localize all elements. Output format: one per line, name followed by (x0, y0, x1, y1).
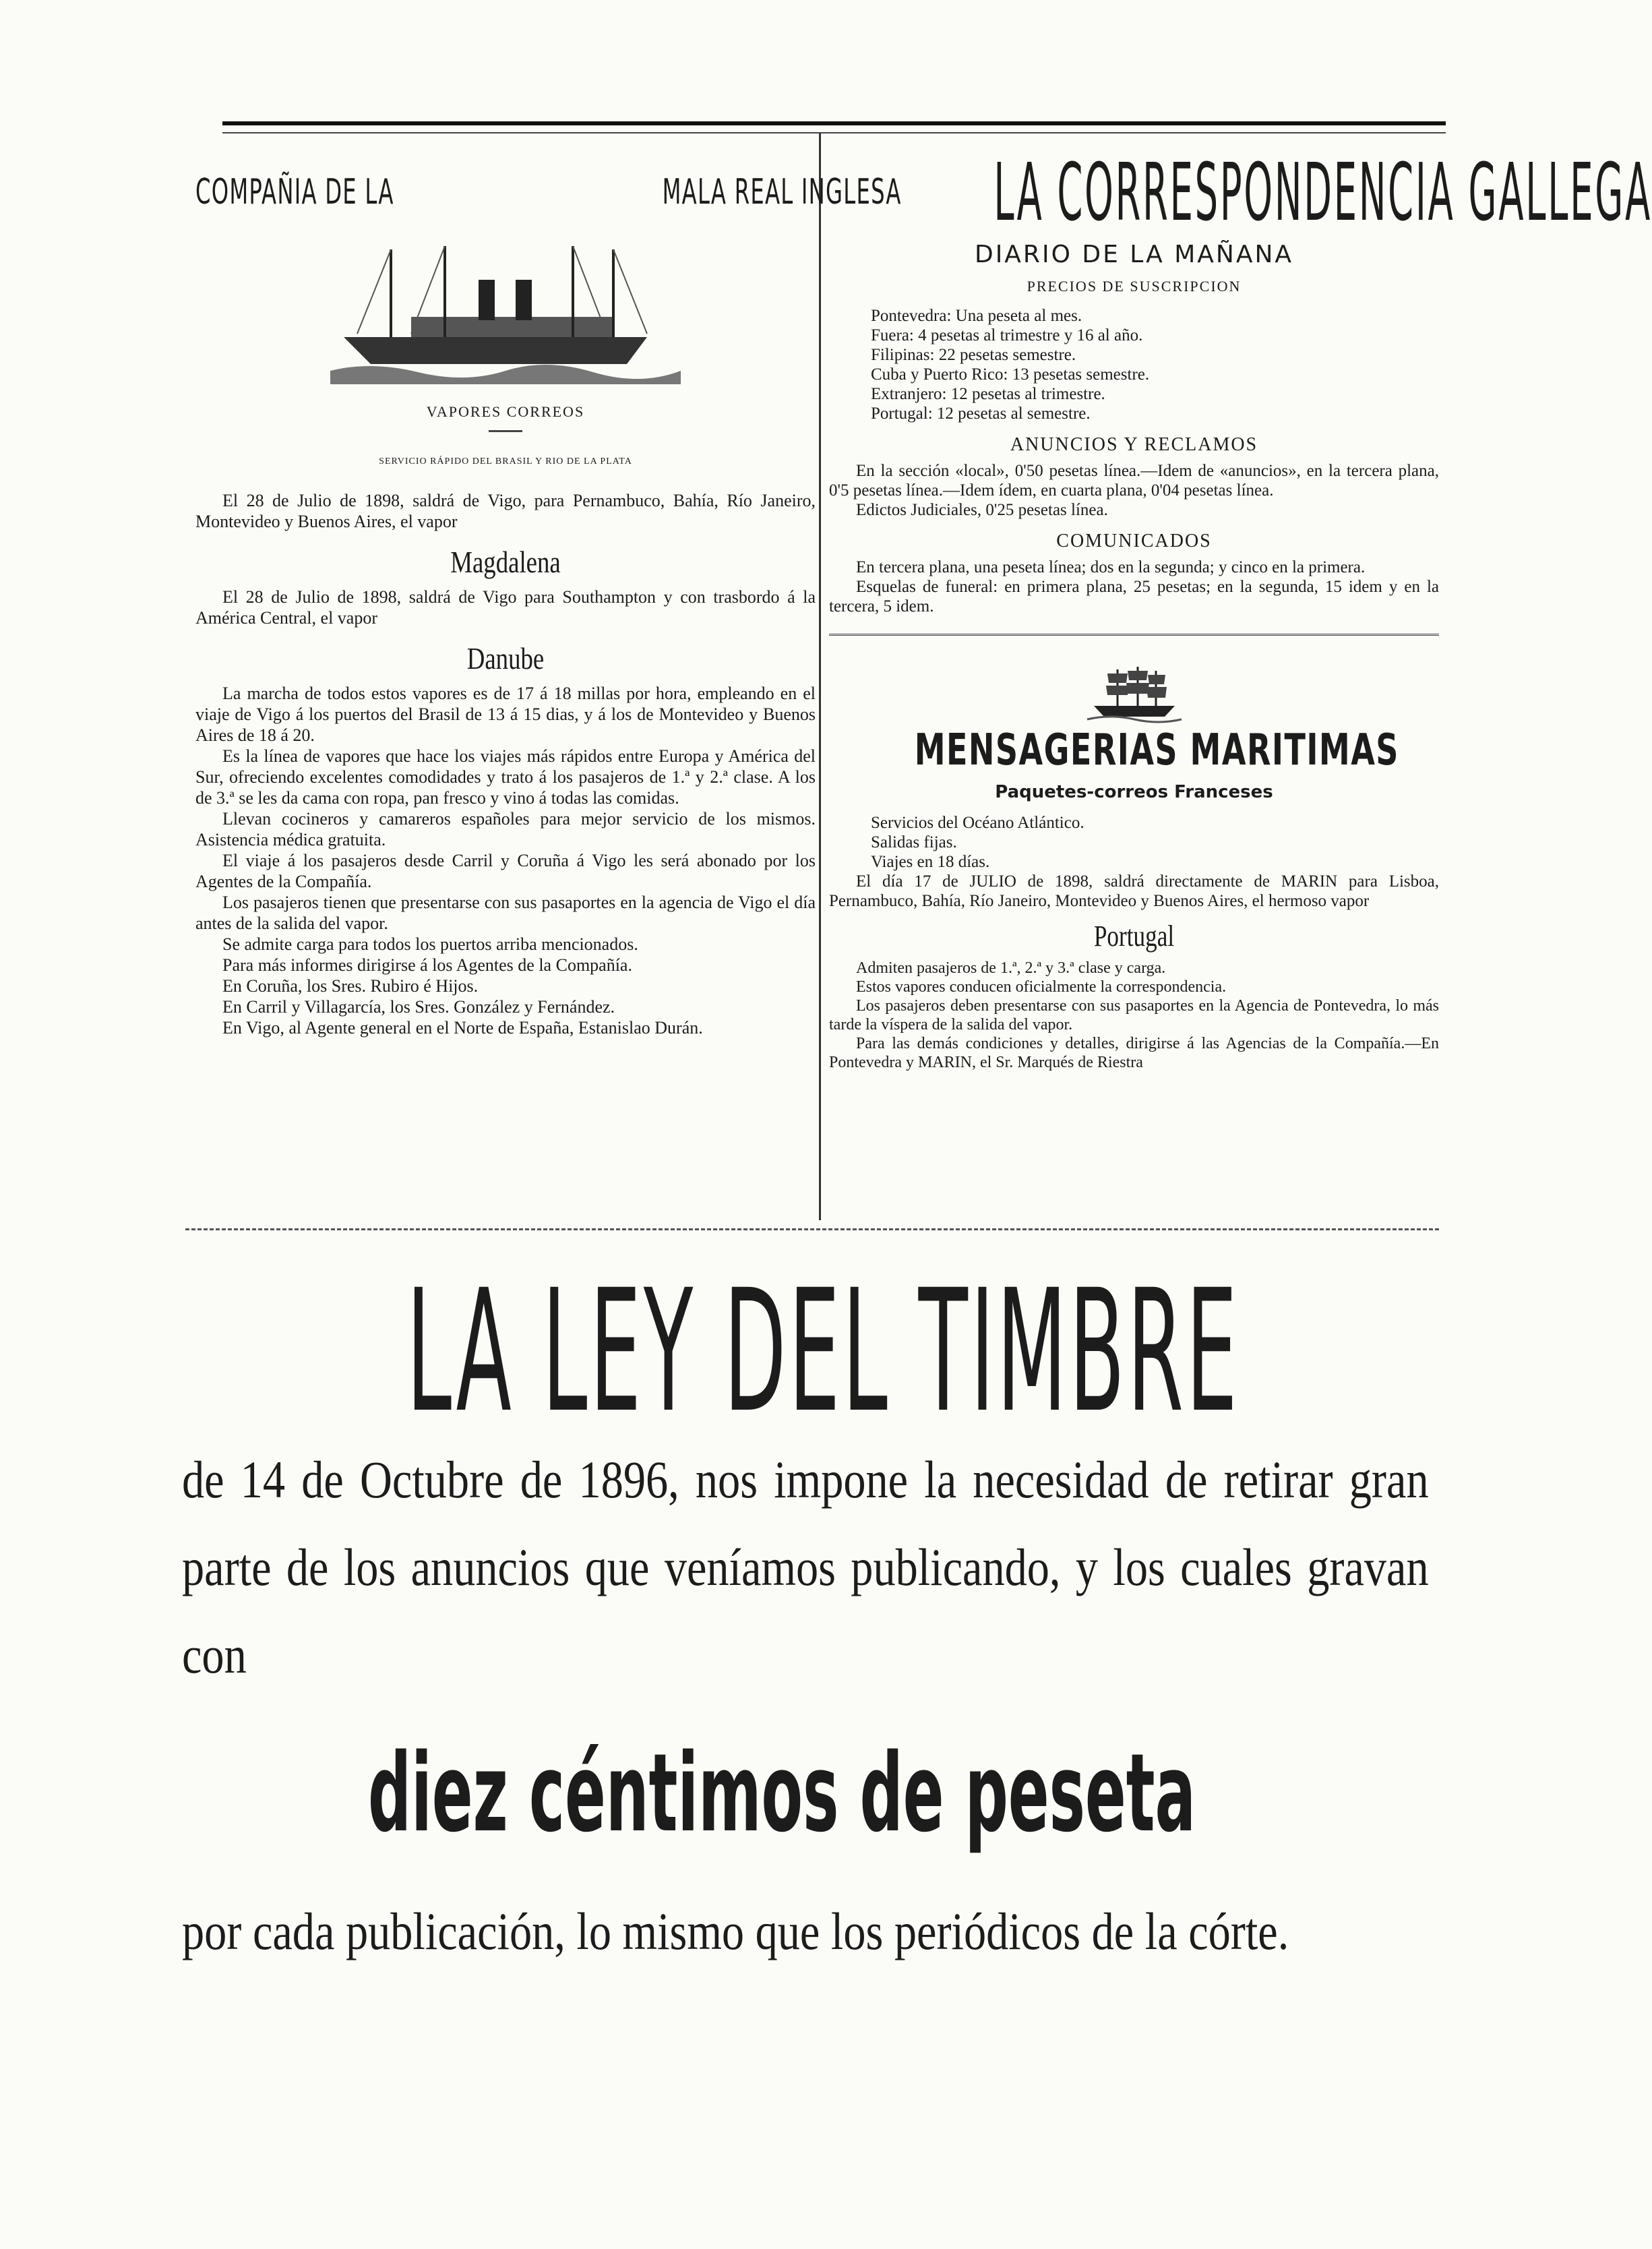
comunicados-heading: COMUNICADOS (1056, 531, 1212, 551)
detail-paragraph: Admiten pasajeros de 1.ª, 2.ª y 3.ª clase y carga. (856, 959, 1166, 977)
ship-name-magdalena: Magdalena (450, 545, 561, 579)
body-paragraph: El viaje á los pasajeros desde Carril y Coruña á Vigo les será abonado por los Agentes de la Compañía. (195, 851, 816, 891)
notice-emphasis: diez céntimos de peseta (367, 1730, 1196, 1856)
mala-real-ad (195, 152, 902, 1038)
servicio-label: SERVICIO RÁPIDO DEL BRASIL Y RIO DE LA PLATA (379, 456, 632, 467)
notice-text-2: por cada publicación, lo mismo que los periódicos de la córte. (182, 1902, 1289, 1960)
top-rule-thin (222, 132, 1446, 133)
top-rule (222, 121, 1446, 125)
vapores-label: VAPORES CORREOS (426, 403, 585, 420)
body-paragraph: La marcha de todos estos vapores es de 17 á 18 millas por hora, empleando en el viaje de Vigo á los puertos del Brasil de 13 á 15 dias, y á los de Montevideo y Buenos Aires de 18 á 20. (195, 684, 816, 745)
paquetes-subtitle: Paquetes-correos Franceses (995, 782, 1273, 802)
company-heading (195, 152, 902, 233)
body-paragraph: Los pasajeros tienen que presentarse con sus pasaportes en la agencia de Vigo el día antes de la salida del vapor. (195, 893, 816, 933)
masthead-title: LA CORRESPONDENCIA GALLEGA (993, 146, 1652, 239)
detail-paragraph: Los pasajeros deben presentarse con sus pasaportes en la Agencia de Pontevedra, lo más tarde la víspera de la salida del vapor. (829, 997, 1439, 1033)
company-heading-left: COMPAÑIA DE LA (195, 172, 394, 212)
body-paragraph: En Coruña, los Sres. Rubiro é Hijos. (222, 976, 479, 996)
salida-text: El día 17 de JULIO de 1898, saldrá directamente de MARIN para Lisboa, Pernambuco, Bahía, Río Janeiro, Montevideo y Buenos Aires, el hermoso vapor (829, 872, 1439, 910)
detail-paragraph: Estos vapores conducen oficialmente la correspondencia. (856, 978, 1227, 996)
comunicados-text: En tercera plana, una peseta línea; dos en la segunda; y cinco en la primera. (856, 558, 1366, 576)
list-item: Pontevedra: Una peseta al mes. (871, 307, 1082, 325)
list-item: Servicios del Océano Atlántico. (871, 814, 1084, 832)
body-paragraph: Llevan cocineros y camareros españoles para mejor servicio de los mismos. Asistencia médica gratuita. (195, 809, 816, 849)
list-item: Extranjero: 12 pesetas al trimestre. (871, 385, 1105, 403)
list-item: Filipinas: 22 pesetas semestre. (871, 346, 1076, 364)
notice-title: LA LEY DEL TIMBRE (406, 1253, 1240, 1449)
company-heading-right: MALA REAL INGLESA (662, 172, 902, 212)
body-paragraph: Es la línea de vapores que hace los viajes más rápidos entre Europa y América del Sur, ofreciendo excelentes comodidades y trato á los pasajeros de 1.ª y 2.ª clase. A los de 3.ª se les da cama con ropa, pan fresco y vino á todas las comidas. (195, 746, 816, 808)
body-paragraph: Para más informes dirigirse á los Agentes de la Compañía. (222, 955, 632, 975)
divider-dash (489, 430, 522, 432)
precios-heading: PRECIOS DE SUSCRIPCION (1027, 278, 1242, 295)
middle-rule (185, 1228, 1439, 1232)
list-item: Fuera: 4 pesetas al trimestre y 16 al año. (871, 326, 1143, 344)
departure-text-1: El 28 de Julio de 1898, saldrá de Vigo, para Pernambuco, Bahía, Río Janeiro, Montevideo y Buenos Aires, el vapor (195, 491, 816, 531)
diario-subtitle: DIARIO DE LA MAÑANA (974, 241, 1294, 268)
departure-text-2: El 28 de Julio de 1898, saldrá de Vigo para Southampton y con trasbordo á la América Central, el vapor (195, 587, 816, 628)
esquelas-text: Esquelas de funeral: en primera plana, 25 pesetas; en la segunda, 15 idem y en la tercera, 5 idem. (829, 578, 1439, 616)
edictos-text: Edictos Judiciales, 0'25 pesetas línea. (856, 501, 1108, 519)
price-list (829, 306, 1439, 423)
correspondencia-ad (829, 146, 1652, 1072)
sailing-ship-icon (1087, 664, 1182, 721)
section-divider (829, 634, 1439, 637)
list-item: Salidas fijas. (871, 833, 957, 851)
steamship-icon (330, 243, 681, 384)
ship-name-danube: Danube (466, 641, 545, 676)
detail-paragraph: Para las demás condiciones y detalles, dirigirse á las Agencias de la Compañía.—En Pontevedra y MARIN, el Sr. Marqués de Riestra (829, 1035, 1439, 1071)
body-paragraph: En Vigo, al Agente general en el Norte de España, Estanislao Durán. (222, 1018, 703, 1038)
anuncios-text: En la sección «local», 0'50 pesetas línea.—Idem de «anuncios», en la tercera plana, 0'5 pesetas línea.—Idem ídem, en cuarta plana, 0'04 pesetas línea. (829, 462, 1439, 500)
list-item: Portugal: 12 pesetas al semestre. (871, 404, 1091, 423)
list-item: Viajes en 18 días. (871, 853, 990, 871)
servicios-list (829, 813, 1439, 872)
anuncios-heading: ANUNCIOS Y RECLAMOS (1010, 434, 1258, 455)
body-paragraph: En Carril y Villagarcía, los Sres. González y Fernández. (222, 997, 615, 1017)
ship-name-portugal: Portugal (1093, 920, 1175, 953)
mensagerias-title: MENSAGERIAS MARITIMAS (914, 725, 1399, 775)
body-paragraph: Se admite carga para todos los puertos arriba mencionados. (222, 934, 638, 954)
column-divider (819, 133, 821, 1220)
notice-text-1: de 14 de Octubre de 1896, nos impone la necesidad de retirar gran parte de los anuncios que veníamos publicando, y los cuales gravan con (182, 1450, 1429, 1684)
list-item: Cuba y Puerto Rico: 13 pesetas semestre. (871, 365, 1150, 384)
